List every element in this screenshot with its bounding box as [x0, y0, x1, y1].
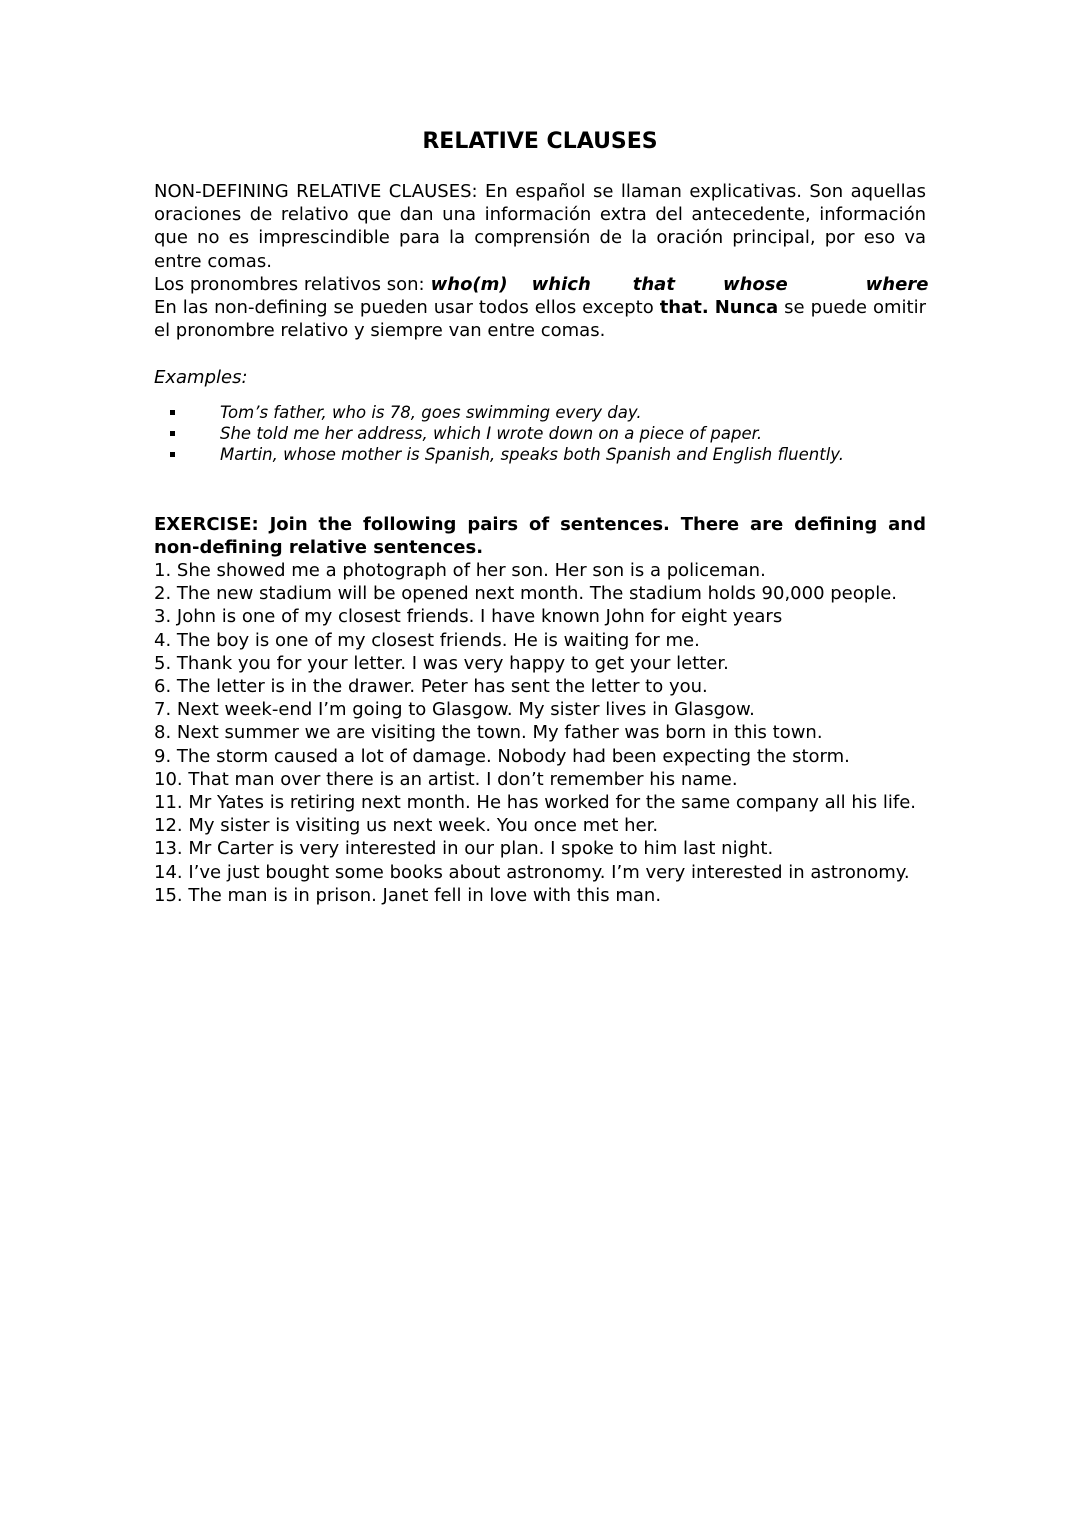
square-bullet-icon	[170, 410, 175, 415]
exercise-item: 12. My sister is visiting us next week. You once met her.	[154, 815, 659, 837]
rule-paragraph	[154, 296, 926, 342]
exercise-item: 3. John is one of my closest friends. I have known John for eight years	[154, 606, 783, 628]
pronouns-line	[154, 273, 929, 296]
rule-part1: En las non-defining se pueden usar todos ellos excepto	[154, 297, 654, 319]
pronoun-whom: who(m)	[430, 273, 508, 295]
pronouns-lead: Los pronombres relativos son:	[154, 273, 425, 295]
example-text: Martin, whose mother is Spanish, speaks both Spanish and English fluently.	[220, 444, 845, 464]
examples-list	[154, 402, 926, 465]
exercise-item: 1. She showed me a photograph of her son. Her son is a policeman.	[154, 560, 766, 582]
example-text: Tom’s father, who is 78, goes swimming every day.	[220, 402, 642, 422]
page-title: RELATIVE CLAUSES	[422, 129, 658, 154]
pronoun-whose: whose	[722, 273, 788, 295]
exercise-item: 13. Mr Carter is very interested in our plan. I spoke to him last night.	[154, 838, 774, 860]
intro-paragraph: NON-DEFINING RELATIVE CLAUSES: En español se llaman explicativas. Son aquellas oraciones de relativo que dan una información extra del antecedente, información que no es imprescindible para la comprensión de la oración principal, por eso va entre comas.	[154, 181, 926, 272]
rule-that: that.	[659, 297, 709, 319]
square-bullet-icon	[170, 431, 175, 436]
exercise-item: 7. Next week-end I’m going to Glasgow. My sister lives in Glasgow.	[154, 699, 755, 721]
exercise-item: 15. The man is in prison. Janet fell in love with this man.	[154, 884, 662, 906]
square-bullet-icon	[170, 452, 175, 457]
examples-label: Examples:	[154, 367, 248, 389]
exercise-item: 14. I’ve just bought some books about astronomy. I’m very interested in astronomy.	[154, 861, 910, 883]
exercise-heading: EXERCISE: Join the following pairs of sentences. There are defining and non-defining relative sentences.	[154, 513, 926, 558]
example-item	[170, 444, 926, 465]
exercise-item: 9. The storm caused a lot of damage. Nobody had been expecting the storm.	[154, 745, 850, 767]
pronoun-where: where	[865, 273, 929, 295]
exercise-item: 10. That man over there is an artist. I don’t remember his name.	[154, 768, 738, 790]
example-text: She told me her address, which I wrote down on a piece of paper.	[220, 423, 763, 443]
rule-part2: se puede omitir el pronombre relativo y siempre van entre comas.	[154, 297, 926, 342]
exercise-item: 2. The new stadium will be opened next month. The stadium holds 90,000 people.	[154, 583, 897, 605]
pronoun-that: that	[632, 273, 675, 295]
exercise-item: 11. Mr Yates is retiring next month. He has worked for the same company all his life.	[154, 792, 916, 814]
document-page	[154, 128, 929, 907]
exercise-item: 6. The letter is in the drawer. Peter has sent the letter to you.	[154, 676, 708, 698]
exercise-item: 4. The boy is one of my closest friends. He is waiting for me.	[154, 629, 700, 651]
exercise-item: 8. Next summer we are visiting the town. My father was born in this town.	[154, 722, 823, 744]
example-item	[170, 402, 926, 423]
pronoun-which: which	[531, 273, 591, 295]
exercise-list	[154, 559, 926, 907]
example-item	[170, 423, 926, 444]
exercise-section	[154, 513, 926, 907]
rule-nunca: Nunca	[714, 297, 779, 319]
exercise-item: 5. Thank you for your letter. I was very happy to get your letter.	[154, 652, 729, 674]
